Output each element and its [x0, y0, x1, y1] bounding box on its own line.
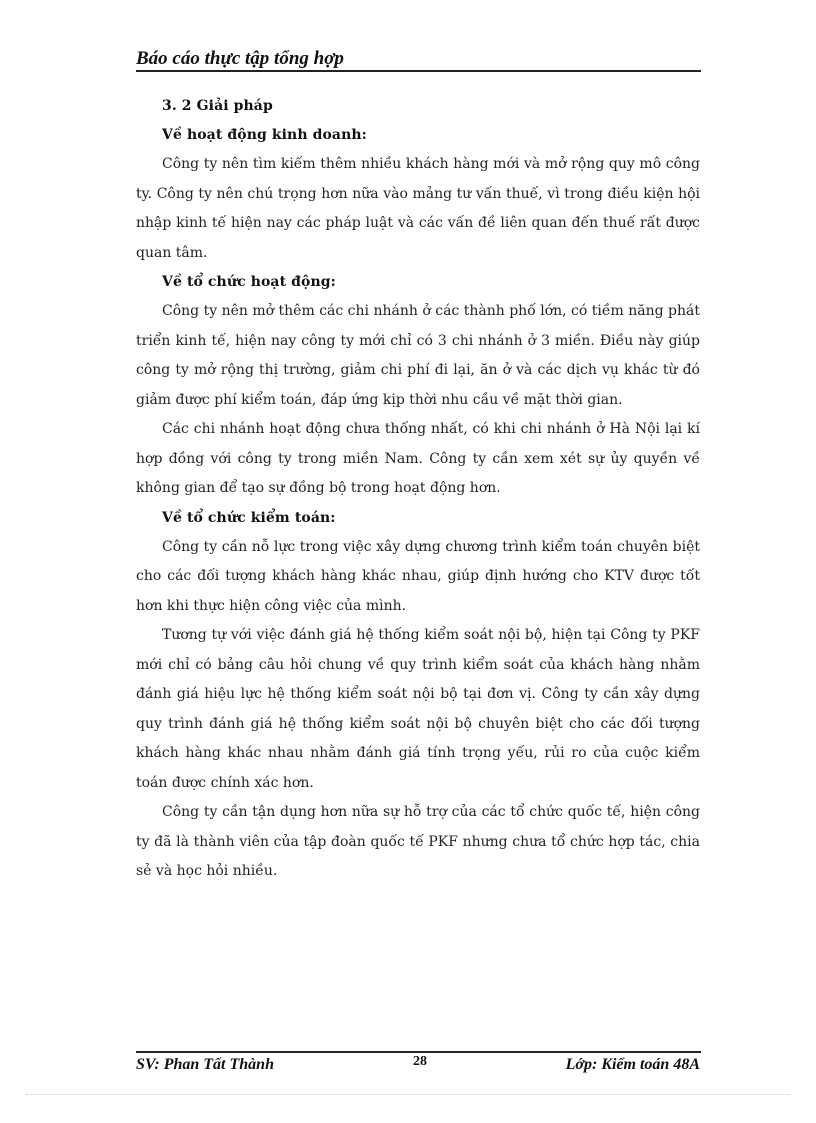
paragraph: Các chi nhánh hoạt động chưa thống nhất, có khi chi nhánh ở Hà Nội lại kí hợp đồng với công ty trong miền Nam. Công ty cần xem xét sự ủy quyền về không gian để tạo sự đồng bộ trong hoạt động hơn. [136, 421, 700, 496]
header-title: Báo cáo thực tập tổng hợp [136, 48, 344, 69]
subsection-heading-audit: Về tổ chức kiểm toán: [162, 509, 336, 526]
page-number: 28 [413, 1054, 427, 1069]
section-heading: 3. 2 Giải pháp [162, 98, 273, 114]
header-rule [136, 70, 701, 72]
paragraph: Tương tự với việc đánh giá hệ thống kiểm soát nội bộ, hiện tại Công ty PKF mới chỉ có bảng câu hỏi chung về quy trình kiểm soát của khách hàng nhằm đánh giá hiệu lực hệ thống kiểm soát nội bộ tại đơn vị. Công ty cần xây dựng quy trình đánh giá hệ thống kiểm soát nội bộ chuyên biệt cho các đối tượng khách hàng khác nhau nhằm đánh giá tính trọng yếu, rủi ro của cuộc kiểm toán được chính xác hơn. [136, 627, 700, 791]
paragraph: Công ty nên tìm kiếm thêm nhiều khách hàng mới và mở rộng quy mô công ty. Công ty nên chú trọng hơn nữa vào mảng tư vấn thuế, vì trong điều kiện hội nhập kinh tế hiện nay các pháp luật và các vấn đề liên quan đến thuế rất được quan tâm. [136, 156, 700, 261]
footer-student-name: SV: Phan Tất Thành [136, 1056, 274, 1073]
paragraph: Công ty nên mở thêm các chi nhánh ở các thành phố lớn, có tiềm năng phát triển kinh tế, hiện nay công ty mới chỉ có 3 chi nhánh ở 3 miền. Điều này giúp công ty mở rộng thị trường, giảm chi phí đi lại, ăn ở và các dịch vụ khác từ đó giảm được phí kiểm toán, đáp ứng kịp thời nhu cầu về mặt thời gian. [136, 303, 700, 408]
subsection-heading-business: Về hoạt động kinh doanh: [162, 127, 367, 143]
paragraph: Công ty cần tận dụng hơn nữa sự hỗ trợ của các tổ chức quốc tế, hiện công ty đã là thành viên của tập đoàn quốc tế PKF nhưng chưa tổ chức hợp tác, chia sẻ và học hỏi nhiều. [136, 804, 700, 879]
footer-rule [136, 1051, 701, 1053]
body-text [136, 92, 700, 887]
subsection-heading-organization: Về tổ chức hoạt động: [162, 274, 336, 290]
page-edge-divider [26, 1094, 790, 1095]
paragraph: Công ty cần nỗ lực trong việc xây dựng chương trình kiểm toán chuyên biệt cho các đối tượng khách hàng khác nhau, giúp định hướng cho KTV được tốt hơn khi thực hiện công việc của mình. [136, 538, 700, 614]
footer-class: Lớp: Kiểm toán 48A [565, 1056, 700, 1073]
